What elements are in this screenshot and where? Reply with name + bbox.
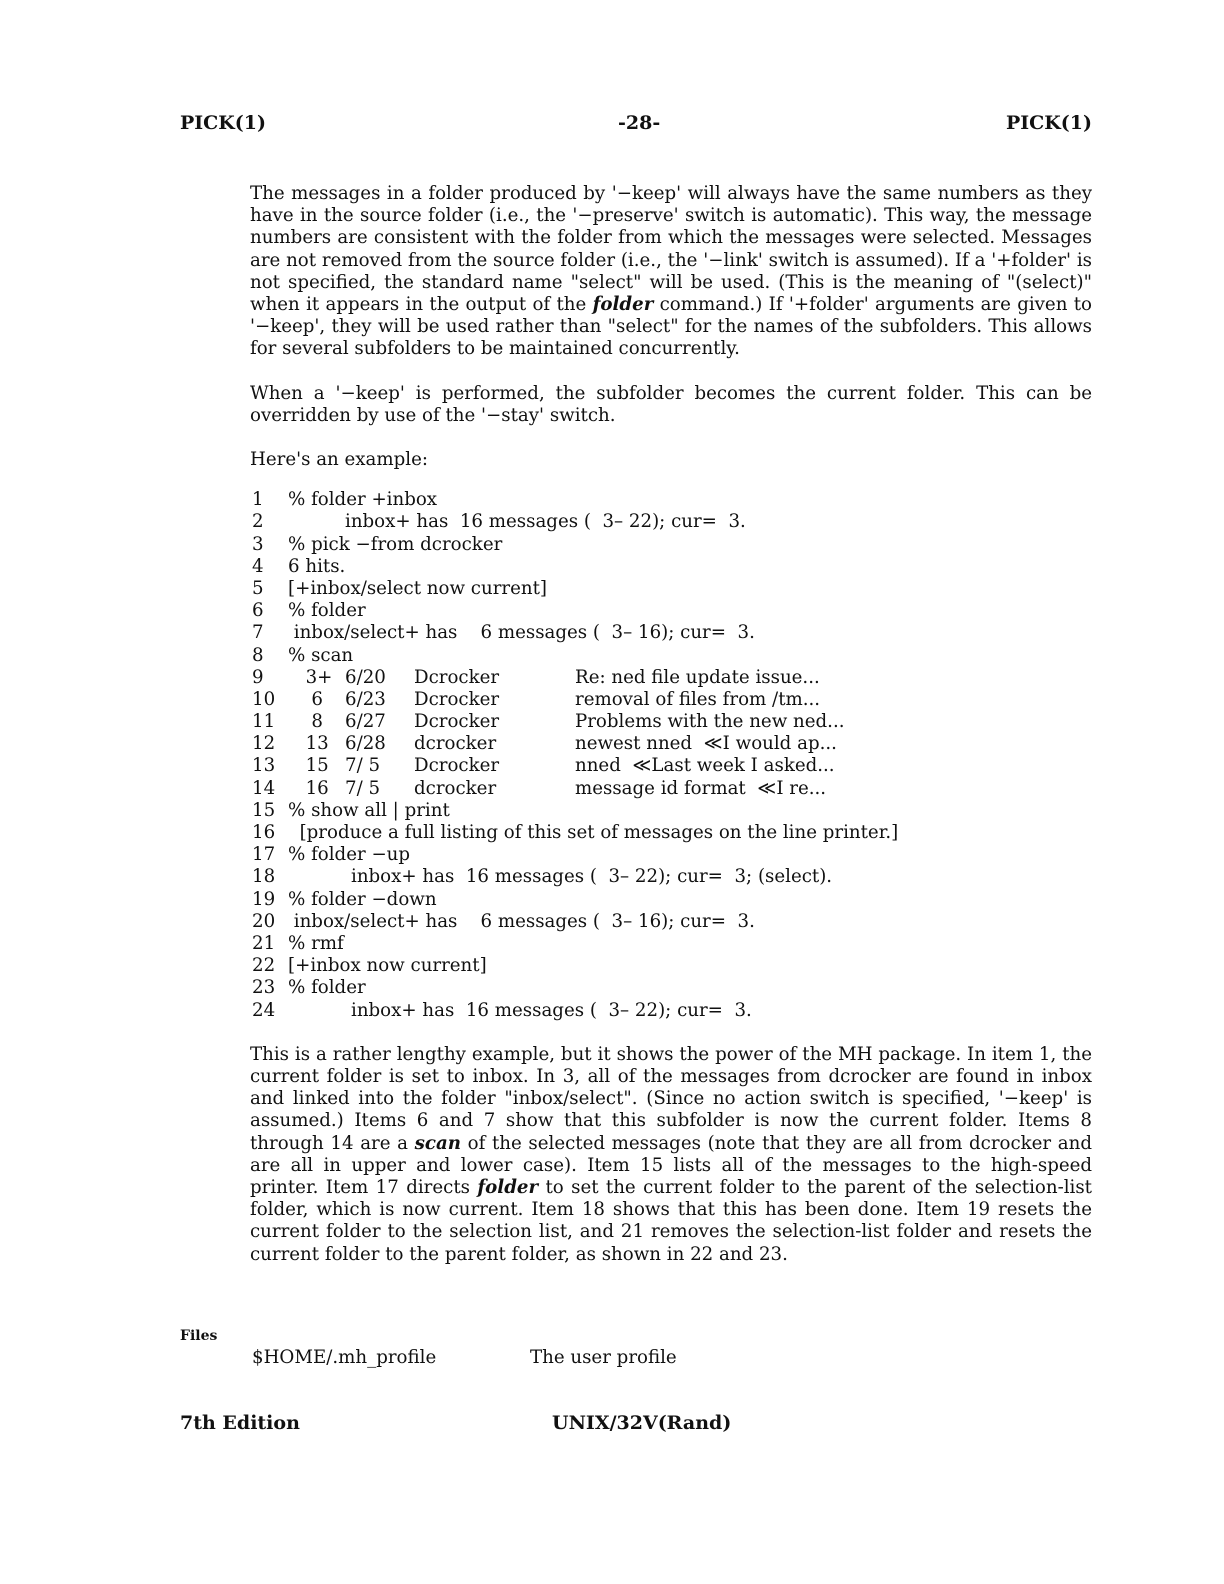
line-number: 11 [252, 711, 276, 733]
line-number: 1 [252, 489, 264, 511]
line-number: 7 [252, 622, 264, 644]
line-text: % folder [288, 600, 366, 622]
scan-from: Dcrocker [414, 711, 500, 733]
line-number: 6 [252, 600, 264, 622]
example-line [250, 955, 1092, 977]
line-text: [+inbox/select now current] [288, 577, 547, 599]
line-number: 23 [252, 977, 276, 999]
scan-row [250, 667, 1092, 689]
example-line [250, 889, 1092, 911]
example-line [250, 578, 1092, 600]
emphasis-folder: folder [477, 1176, 539, 1198]
line-text: % folder −down [288, 888, 437, 910]
example-line [250, 800, 1092, 822]
scan-subject: newest nned ≪I would ap... [575, 733, 837, 755]
line-number: 3 [252, 533, 264, 555]
emphasis-scan: scan [414, 1132, 461, 1154]
line-number: 14 [252, 777, 276, 799]
scan-from: dcrocker [414, 777, 497, 799]
scan-from: dcrocker [414, 733, 497, 755]
scan-row [250, 689, 1092, 711]
example-line [250, 933, 1092, 955]
paragraph-keep-behavior [250, 183, 1092, 361]
scan-row [250, 755, 1092, 777]
scan-date: 6/20 [345, 666, 386, 688]
line-text: % show all | print [288, 799, 450, 821]
page-header [180, 112, 1092, 140]
line-number: 9 [252, 666, 264, 688]
scan-from: Dcrocker [414, 755, 500, 777]
paragraph-example-explanation [250, 1044, 1092, 1266]
line-number: 15 [252, 799, 276, 821]
scan-msg-number: 8 [294, 711, 323, 733]
example-line [250, 911, 1092, 933]
example-line [250, 489, 1092, 511]
example-line [250, 977, 1092, 999]
example-line [250, 866, 1092, 888]
scan-msg-number: 13 [294, 733, 329, 755]
paragraph-text: of the selected messages (note that they are all from dcrocker and are all in upper and lower case). Item 15 lists all of the messages to the high-speed printer. Item 17 directs [250, 1132, 1092, 1198]
line-text: [+inbox now current] [288, 955, 487, 977]
line-text: inbox+ has 16 messages ( 3– 22); cur= 3. [351, 999, 752, 1021]
example-line [250, 622, 1092, 644]
line-number: 17 [252, 844, 276, 866]
scan-subject: nned ≪Last week I asked... [575, 755, 835, 777]
line-text: % folder +inbox [288, 489, 438, 511]
line-text: 6 hits. [288, 555, 346, 577]
scan-row [250, 733, 1092, 755]
scan-msg-number: 15 [294, 755, 329, 777]
header-right-title: PICK(1) [1005, 112, 1092, 134]
example-line [250, 645, 1092, 667]
line-number: 24 [252, 999, 276, 1021]
emphasis-folder: folder [592, 294, 654, 316]
line-number: 2 [252, 511, 264, 533]
example-line [250, 511, 1092, 533]
scan-subject: removal of files from /tm... [575, 688, 821, 710]
line-number: 20 [252, 910, 276, 932]
footer-system: UNIX/32V(Rand) [552, 1412, 732, 1434]
line-text: % rmf [288, 932, 344, 954]
line-number: 22 [252, 955, 276, 977]
example-line [250, 844, 1092, 866]
line-text: [produce a full listing of this set of messages on the line printer.] [288, 822, 899, 844]
scan-from: Dcrocker [414, 666, 500, 688]
line-text: % folder [288, 977, 366, 999]
scan-date: 6/28 [345, 733, 386, 755]
line-text: % folder −up [288, 844, 411, 866]
paragraph-text: This is a rather lengthy example, but it shows the power of the MH package. In item 1, the current folder is set to inbox. In 3, all of the messages from dcrocker are found in inbox and linked into the folder "inbox/select". (Since no action switch is specified, '−keep' is assumed.) Items 6 and 7 show that this subfolder is now the current folder. Items 8 through 14 are a [250, 1043, 1092, 1154]
example-listing [250, 489, 1092, 1022]
scan-date: 7/ 5 [345, 755, 381, 777]
scan-row [250, 778, 1092, 800]
line-text: % pick −from dcrocker [288, 533, 503, 555]
paragraph-text: command.) If '+folder' arguments are given to '−keep', they will be used rather than "select" for the names of the subfolders. This allows for several subfolders to be maintained concurrently. [250, 294, 1092, 360]
page-number: -28- [618, 112, 661, 134]
footer-edition: 7th Edition [180, 1412, 300, 1434]
document-body [250, 183, 1092, 1286]
example-line [250, 822, 1092, 844]
line-number: 4 [252, 555, 264, 577]
example-line [250, 534, 1092, 556]
line-number: 21 [252, 932, 276, 954]
line-text: inbox/select+ has 6 messages ( 3– 16); cur= 3. [288, 910, 755, 932]
header-left-title: PICK(1) [180, 112, 267, 134]
scan-msg-number: 3+ [294, 666, 333, 688]
line-number: 12 [252, 733, 276, 755]
line-number: 18 [252, 866, 276, 888]
paragraph-text: to set the current folder to the parent of the selection-list folder, which is now current. Item 18 shows that this has been done. Item 19 resets the current folder to the selection list, and 21 removes the selection-list folder and resets the current folder to the parent folder, as shown in 22 and 23. [250, 1176, 1092, 1265]
scan-date: 6/27 [345, 711, 386, 733]
example-line [250, 556, 1092, 578]
example-intro: Here's an example: [250, 449, 428, 471]
scan-from: Dcrocker [414, 688, 500, 710]
scan-date: 6/23 [345, 688, 386, 710]
line-number: 13 [252, 755, 276, 777]
example-line [250, 600, 1092, 622]
scan-row [250, 711, 1092, 733]
line-number: 10 [252, 688, 276, 710]
scan-msg-number: 16 [294, 777, 329, 799]
line-text: % scan [288, 644, 354, 666]
scan-subject: message id format ≪I re... [575, 777, 827, 799]
paragraph-stay-switch: When a '−keep' is performed, the subfolder becomes the current folder. This can be overridden by use of the '−stay' switch. [250, 382, 1092, 426]
scan-msg-number: 6 [294, 688, 323, 710]
line-number: 5 [252, 577, 264, 599]
paragraph-text: The messages in a folder produced by '−keep' will always have the same numbers as they have in the source folder (i.e., the '−preserve' switch is automatic). This way, the message numbers are consistent with the folder from which the messages were selected. Messages are not removed from the source folder (i.e., the '−link' switch is assumed). If a '+folder' is not specified, the standard name "select" will be used. (This is the meaning of "(select)" when it appears in the output of the [250, 183, 1092, 316]
scan-date: 7/ 5 [345, 777, 381, 799]
line-number: 16 [252, 822, 276, 844]
line-text: inbox+ has 16 messages ( 3– 22); cur= 3. [345, 511, 746, 533]
example-line [250, 1000, 1092, 1022]
file-description: The user profile [530, 1347, 677, 1368]
scan-subject: Problems with the new ned... [575, 711, 845, 733]
line-number: 8 [252, 644, 264, 666]
line-number: 19 [252, 888, 276, 910]
line-text: inbox+ has 16 messages ( 3– 22); cur= 3; (select). [351, 866, 833, 888]
file-path: $HOME/.mh_profile [252, 1347, 437, 1368]
files-section-label: Files [180, 1328, 218, 1344]
scan-subject: Re: ned file update issue... [575, 666, 820, 688]
line-text: inbox/select+ has 6 messages ( 3– 16); cur= 3. [288, 622, 755, 644]
